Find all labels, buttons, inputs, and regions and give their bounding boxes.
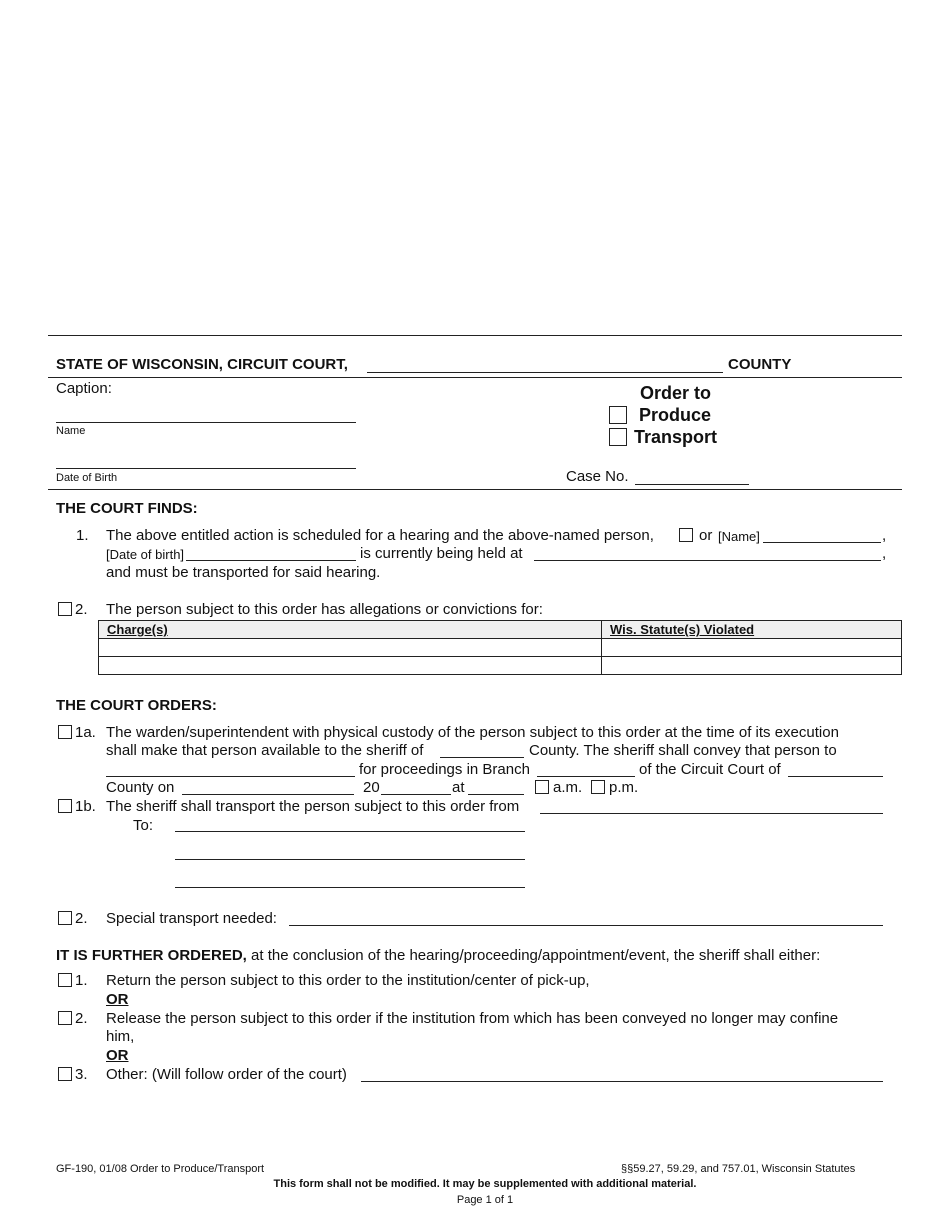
special-transport-field[interactable] bbox=[289, 925, 883, 926]
charges-header: Charge(s) bbox=[99, 621, 602, 639]
caption-label: Caption: bbox=[56, 380, 112, 397]
header-rule bbox=[48, 377, 902, 378]
name-label: Name bbox=[56, 425, 86, 437]
further-ordered-paragraph bbox=[56, 947, 820, 964]
page-number: Page 1 of 1 bbox=[456, 1194, 514, 1206]
comma-2: , bbox=[882, 545, 887, 562]
other-field[interactable] bbox=[361, 1081, 883, 1082]
am-checkbox[interactable] bbox=[535, 780, 549, 794]
date-field[interactable] bbox=[182, 794, 354, 795]
orders-2-number: 2. bbox=[75, 910, 88, 927]
finds-1-text: The above entitled action is scheduled for a hearing and the above-named person, bbox=[106, 527, 654, 544]
court-finds-heading: THE COURT FINDS: bbox=[56, 500, 198, 517]
am-label: a.m. bbox=[553, 779, 583, 796]
branch-field[interactable] bbox=[537, 776, 635, 777]
court-orders-heading: THE COURT ORDERS: bbox=[56, 697, 217, 714]
title-transport: Transport bbox=[634, 427, 718, 447]
finds-2-text: The person subject to this order has allegations or convictions for: bbox=[106, 601, 543, 618]
or-label: or bbox=[699, 527, 713, 544]
state-court-heading: STATE OF WISCONSIN, CIRCUIT COURT, bbox=[56, 356, 348, 373]
statute-header: Wis. Statute(s) Violated bbox=[602, 621, 902, 639]
further-2-number: 2. bbox=[75, 1010, 88, 1027]
dob-label: Date of Birth bbox=[56, 472, 118, 484]
year-prefix: 20 bbox=[363, 779, 380, 796]
comma-1: , bbox=[882, 527, 887, 544]
held-at-text: is currently being held at bbox=[360, 545, 523, 562]
further-3-checkbox[interactable] bbox=[58, 1067, 72, 1081]
circuit-court-of-field[interactable] bbox=[788, 776, 883, 777]
further-1-text: Return the person subject to this order to the institution/center of pick-up, bbox=[106, 972, 590, 989]
pm-checkbox[interactable] bbox=[591, 780, 605, 794]
orders-1a-line2a: shall make that person available to the sheriff of bbox=[106, 742, 424, 759]
or-separator-2: OR bbox=[106, 1047, 129, 1064]
further-2-line1: Release the person subject to this order if the institution from which has been conveyed no longer may confine bbox=[106, 1010, 839, 1027]
finds-1-text-end: and must be transported for said hearing. bbox=[106, 564, 381, 581]
caption-rule bbox=[48, 489, 902, 490]
transport-to-field-3[interactable] bbox=[175, 887, 525, 888]
finds-name-field[interactable] bbox=[763, 542, 881, 543]
county-name-field[interactable] bbox=[367, 372, 723, 373]
or-separator-1: OR bbox=[106, 991, 129, 1008]
charge-cell[interactable] bbox=[99, 639, 602, 657]
form-id: GF-190, 01/08 Order to Produce/Transport bbox=[56, 1163, 265, 1175]
charge-cell[interactable] bbox=[99, 657, 602, 675]
table-row bbox=[99, 657, 902, 675]
time-field[interactable] bbox=[468, 794, 524, 795]
table-row bbox=[99, 639, 902, 657]
transport-to-field-1[interactable] bbox=[175, 831, 525, 832]
produce-checkbox[interactable] bbox=[609, 406, 627, 424]
at-label: at bbox=[452, 779, 465, 796]
further-2-line2: him, bbox=[106, 1028, 135, 1045]
name-bracket-label: [Name] bbox=[718, 529, 760, 544]
transport-checkbox[interactable] bbox=[609, 428, 627, 446]
further-3-number: 3. bbox=[75, 1066, 88, 1083]
dob-field[interactable] bbox=[56, 468, 356, 469]
case-no-field[interactable] bbox=[635, 484, 749, 485]
pm-label: p.m. bbox=[609, 779, 639, 796]
finds-dob-field[interactable] bbox=[186, 560, 356, 561]
transport-from-field[interactable] bbox=[540, 813, 883, 814]
convey-to-field[interactable] bbox=[106, 776, 355, 777]
charges-table bbox=[98, 620, 902, 675]
statutes-reference: §§59.27, 59.29, and 757.01, Wisconsin Statutes bbox=[621, 1163, 856, 1175]
orders-1b-number: 1b. bbox=[75, 798, 96, 815]
title-order-to: Order to bbox=[640, 383, 712, 403]
orders-1a-checkbox[interactable] bbox=[58, 725, 72, 739]
orders-2-checkbox[interactable] bbox=[58, 911, 72, 925]
orders-1a-line3a: for proceedings in Branch bbox=[359, 761, 530, 778]
orders-1a-line2b: County. The sheriff shall convey that person to bbox=[529, 742, 837, 759]
statute-cell[interactable] bbox=[602, 639, 902, 657]
further-ordered-heading: IT IS FURTHER ORDERED, bbox=[56, 947, 247, 964]
further-ordered-text: at the conclusion of the hearing/proceeding/appointment/event, the sheriff shall either: bbox=[251, 947, 821, 964]
table-header-row bbox=[99, 621, 902, 639]
dob-bracket-label: [Date of birth] bbox=[106, 547, 185, 562]
title-produce: Produce bbox=[639, 405, 712, 425]
further-1-checkbox[interactable] bbox=[58, 973, 72, 987]
further-1-number: 1. bbox=[75, 972, 88, 989]
case-no-label: Case No. bbox=[566, 468, 629, 485]
transport-to-field-2[interactable] bbox=[175, 859, 525, 860]
further-3-text: Other: (Will follow order of the court) bbox=[106, 1066, 347, 1083]
orders-1a-number: 1a. bbox=[75, 724, 96, 741]
orders-1b-checkbox[interactable] bbox=[58, 799, 72, 813]
orders-1a-line3b: of the Circuit Court of bbox=[639, 761, 781, 778]
finds-1-number: 1. bbox=[76, 527, 89, 544]
county-label: COUNTY bbox=[728, 356, 792, 373]
orders-1a-line4a: County on bbox=[106, 779, 175, 796]
held-at-field[interactable] bbox=[534, 560, 881, 561]
top-rule bbox=[48, 335, 902, 336]
finds-2-checkbox[interactable] bbox=[58, 602, 72, 616]
orders-1a-line1: The warden/superintendent with physical custody of the person subject to this order at the time of its execution bbox=[106, 724, 839, 741]
year-field[interactable] bbox=[381, 794, 451, 795]
modification-notice: This form shall not be modified. It may be supplemented with additional material. bbox=[273, 1178, 697, 1190]
name-field[interactable] bbox=[56, 422, 356, 423]
sheriff-county-field[interactable] bbox=[440, 757, 524, 758]
orders-2-text: Special transport needed: bbox=[106, 910, 277, 927]
above-named-checkbox[interactable] bbox=[679, 528, 693, 542]
orders-1b-text: The sheriff shall transport the person subject to this order from bbox=[106, 798, 520, 815]
further-2-checkbox[interactable] bbox=[58, 1011, 72, 1025]
to-label: To: bbox=[133, 817, 154, 834]
statute-cell[interactable] bbox=[602, 657, 902, 675]
finds-2-number: 2. bbox=[75, 601, 88, 618]
